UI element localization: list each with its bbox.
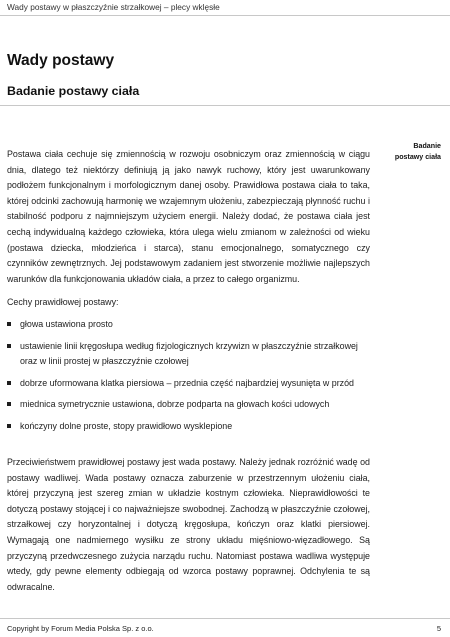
posture-features-list xyxy=(7,317,367,441)
page-number: 5 xyxy=(436,624,441,633)
bullet-icon xyxy=(7,344,11,348)
bullet-icon xyxy=(7,381,11,385)
header-divider xyxy=(0,15,450,16)
list-item xyxy=(7,419,367,435)
list-item-text: ustawienie linii kręgosłupa według fizjologicznych krzywizn w płaszczyźnie strzałkowej oraz w linii prostej w płaszczyźnie czołowej xyxy=(20,340,358,367)
running-header: Wady postawy w płaszczyźnie strzałkowej – plecy wklęsłe xyxy=(7,2,220,12)
list-item-text: kończyny dolne proste, stopy prawidłowo wysklepione xyxy=(20,420,233,431)
margin-note-line-1: Badanie xyxy=(413,142,441,150)
section-subtitle: Badanie postawy ciała xyxy=(7,84,140,98)
list-item-text: miednica symetrycznie ustawiona, dobrze podparta na głowach kości udowych xyxy=(20,399,330,410)
footer-copyright: Copyright by Forum Media Polska Sp. z o.o. xyxy=(7,624,154,633)
list-item-text: głowa ustawiona prosto xyxy=(20,319,113,329)
bullet-icon xyxy=(7,424,11,428)
defects-paragraph: Przeciwieństwem prawidłowej postawy jest wada postawy. Należy jednak rozróżnić wadę od postawy wadliwej. Wada postawy oznacza zaburzenie w przestrzennym ułożeniu ciała, której przyczyną jest szereg zmian w układzie kostnym człowieka. Nieprawidłowości te dotyczą postawy stojącej i co najważniejsze swobodnej. Zachodzą w płaszczyźnie czołowej, strzałkowej czy horyzontalnej i dotyczą kręgosłupa, kończyn oraz klatki piersiowej. Wymagają one nadmiernego wysiłku ze strony układu mięśniowo-więzadłowego. Są przyczyną przedwczesnego zużycia narządu ruchu. Natomiast postawa wadliwa występuje wtedy, gdy pewne elementy odbiegają od wzorca postawy poprawnej. Odchylenia te są odwracalne. xyxy=(7,457,370,592)
subtitle-divider xyxy=(0,105,450,106)
page-title: Wady postawy xyxy=(7,52,115,69)
list-item xyxy=(7,376,367,392)
list-item xyxy=(7,397,367,413)
intro-paragraph: Postawa ciała cechuje się zmiennością w rozwoju osobniczym oraz zmiennością w ciągu dnia, dlatego też niektórzy definiują ją jako nawyk ruchowy, który jest uwarunkowany podłożem funkcjonalnym i morfologicznym danej osoby. Prawidłowa postawa ciała to taka, której odcinki zachowują harmonię we wzajemnym ułożeniu, zabezpieczają płynność ruchu i stabilność podporu z najmniejszym użyciem energii. Należy dodać, że postawa ciała jest cechą indywidualną każdego człowieka, która ulega wielu zmianom w zależności od wieku (postawa dziecka, młodzieńca i starca), stanu emocjonalnego, somatycznego czy czynników zewnętrznych. Jej podstawowym zadaniem jest stworzenie możliwie najlepszych warunków dla funkcjonowania układów ciała, a przez to całego organizmu. xyxy=(7,149,370,284)
bullet-icon xyxy=(7,402,11,406)
footer-divider xyxy=(0,618,450,619)
list-item-text: dobrze uformowana klatka piersiowa – przednia część najbardziej wysunięta w przód xyxy=(20,377,354,388)
margin-note-line-2: postawy ciała xyxy=(394,153,441,161)
bullet-icon xyxy=(7,322,11,326)
margin-note xyxy=(371,141,441,163)
list-item xyxy=(7,317,367,333)
list-item xyxy=(7,339,367,370)
list-intro: Cechy prawidłowej postawy: xyxy=(7,297,119,307)
